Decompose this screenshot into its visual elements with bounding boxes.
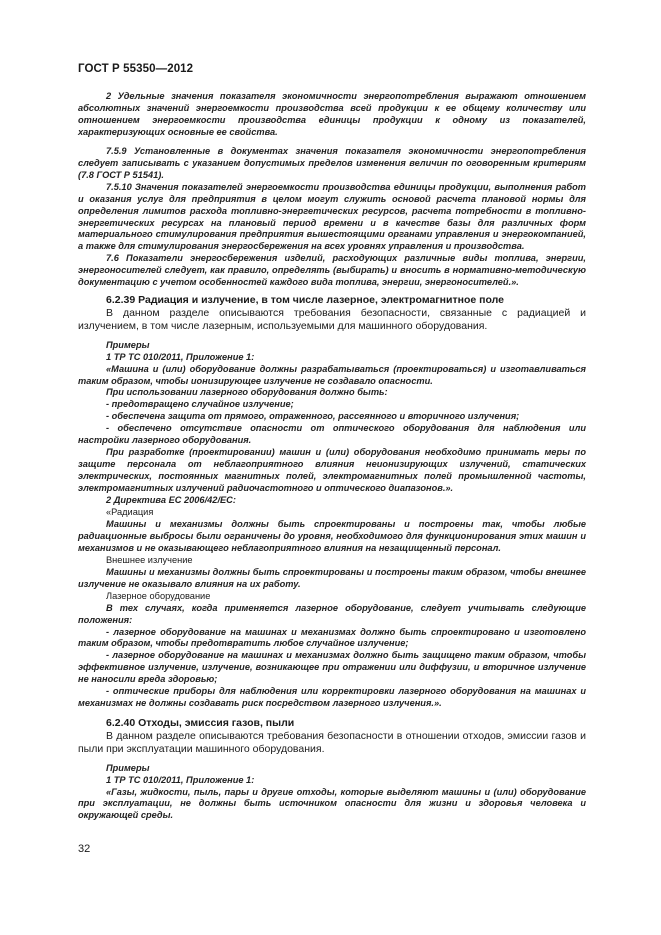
paragraph: Примеры [106, 339, 150, 350]
paragraph: 2 Удельные значения показателя экономичности энергопотребления выражают отношением абсолютных значений энергоемкости производства всей продукции к ее общему количеству или отношением энергоемкости производства единицы продукции к одному из показателей, характеризующих основные ее свойства. [78, 91, 586, 137]
paragraph: - обеспечена защита от прямого, отраженного, рассеянного и вторичного излучения; [106, 411, 520, 422]
standard-header: ГОСТ Р 55350—2012 [78, 63, 194, 75]
document-body [78, 91, 586, 822]
spacer [78, 139, 586, 146]
paragraph: При использовании лазерного оборудования должно быть: [106, 387, 388, 398]
paragraph: В тех случаях, когда применяется лазерное оборудование, следует учитывать следующие положения: [78, 602, 586, 625]
paragraph: При разработке (проектировании) машин и (или) оборудования необходимо принимать меры по защите персонала от неблагоприятного влияния неионизирующих излучений, статических электрических, постоянных магнитных полей, электромагнитных полей промышленной частоты, электромагнитных излучений радиочастотного и оптического диапазонов.». [78, 447, 586, 494]
paragraph: Машины и механизмы должны быть спроектированы и построены таким образом, чтобы внешнее излучение не оказывало влияния на их работу. [78, 566, 586, 589]
paragraph: Лазерное оборудование [106, 590, 211, 601]
page-number: 32 [78, 843, 91, 855]
spacer [78, 756, 586, 763]
paragraph: 7.5.10 Значения показателей энергоемкости производства единицы продукции, выполнения работ и оказания услуг для предприятия в целом могут служить основой расчета плановой нормы для определения лимитов расхода топливно-энергетических ресурсов, расчета потребности в топливно-энергетических ресурсах на плановый период времени и в качестве базы для различных форм материального стимулирования предприятия вышестоящими органами управления и энергокомпанией, а также для стимулирования энергосбережения на всех уровнях управления и производства. [78, 181, 586, 252]
section-heading: 6.2.40 Отходы, эмиссия газов, пыли [106, 717, 295, 730]
paragraph: 1 ТР ТС 010/2011, Приложение 1: [106, 774, 255, 785]
paragraph: Машины и механизмы должны быть спроектированы и построены так, чтобы любые радиационные выбросы были ограничены до уровня, необходимого для функционирования этих машин и механизмов и не оказывающего неблагоприятного влияния на незащищенный персонал. [78, 518, 586, 553]
paragraph: Примеры [106, 762, 150, 773]
paragraph: - лазерное оборудование на машинах и механизмах должно быть спроектировано и изготовлено таким образом, чтобы предотвратить любое случайное излучение; [78, 626, 586, 649]
paragraph: - оптические приборы для наблюдения или корректировки лазерного оборудования на машинах и механизмах не должны создавать риск посредством лазерного излучения.». [78, 686, 586, 709]
paragraph: - лазерное оборудование на машинах и механизмах должно быть защищено таким образом, чтобы эффективное излучение, излучение, возникающее при отражении или диффузии, и вторичное излучение не наносили вреда здоровью; [78, 650, 586, 685]
paragraph: 7.5.9 Установленные в документах значения показателя экономичности энергопотребления следует записывать с указанием допустимых пределов изменения величин по оговоренным критериям (7.8 ГОСТ Р 51541). [78, 145, 586, 180]
paragraph: В данном разделе описываются требования безопасности, связанные с радиацией и излучением, в том числе лазерным, используемыми для машинного оборудования. [78, 307, 586, 332]
paragraph: «Газы, жидкости, пыль, пары и другие отходы, которые выделяют машины и (или) оборудование при эксплуатации, не должны быть источником опасности для жизни и здоровья человека и окружающей среды. [78, 786, 586, 821]
paragraph: В данном разделе описываются требования безопасности в отношении отходов, эмиссии газов и пыли при эксплуатации машинного оборудования. [78, 730, 586, 755]
paragraph: Внешнее излучение [106, 554, 193, 565]
paragraph: 7.6 Показатели энергосбережения изделий, расходующих различные виды топлива, энергии, энергоносителей следует, как правило, определять (выбирать) и вносить в нормативно-методическую документацию с учетом особенностей каждого вида топлива, энергии, энергоносителей.». [78, 253, 586, 288]
paragraph: - обеспечено отсутствие опасности от оптического оборудования для наблюдения или настройки лазерного оборудования. [78, 423, 586, 446]
section-heading: 6.2.39 Радиация и излучение, в том числе лазерное, электромагнитное поле [106, 294, 504, 307]
paragraph: «Машина и (или) оборудование должны разрабатываться (проектироваться) и изготавливаться таким образом, чтобы ионизирующее излучение не создавало опасности. [78, 363, 586, 386]
spacer [78, 333, 586, 340]
spacer [78, 710, 586, 717]
paragraph: - предотвращено случайное излучение; [106, 399, 294, 410]
paragraph: 2 Директива ЕС 2006/42/ЕС: [106, 495, 236, 506]
paragraph: «Радиация [106, 507, 154, 517]
paragraph: 1 ТР ТС 010/2011, Приложение 1: [106, 351, 255, 362]
